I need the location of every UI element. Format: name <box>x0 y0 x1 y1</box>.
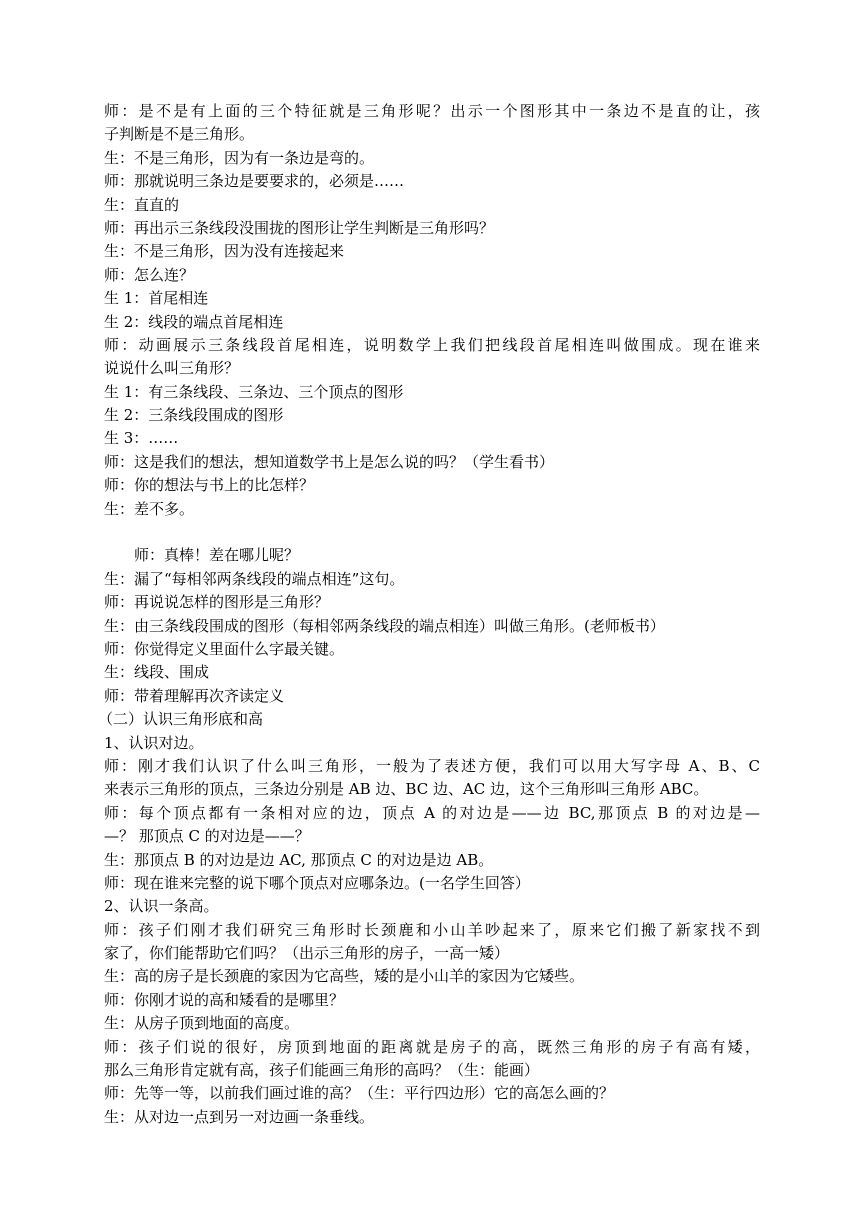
subsection-heading: 2、认识一条高。 <box>104 897 219 916</box>
text-line: 师：你的想法与书上的比怎样？ <box>104 476 315 495</box>
subsection-heading: 1、认识对边。 <box>104 733 204 752</box>
document-page <box>98 100 760 1129</box>
text-line: 师：带着理解再次齐读定义 <box>104 686 285 705</box>
text-line: 师：再说说怎样的图形是三角形？ <box>104 593 330 612</box>
text-line: 师：每个顶点都有一条相对应的边，顶点 A 的对边是——边 BC,那顶点 B 的对边是— <box>104 803 760 822</box>
text-line: 说说什么叫三角形？ <box>104 359 240 378</box>
text-line: 子判断是不是三角形。 <box>104 125 255 144</box>
text-line: 来表示三角形的顶点，三条边分别是 AB 边、BC 边、AC 边，这个三角形叫三角形 ABC。 <box>104 780 709 799</box>
text-line: 师：再出示三条线段没围拢的图形让学生判断是三角形吗？ <box>104 218 495 237</box>
text-line: 师：怎么连？ <box>104 265 195 284</box>
text-line: 生：不是三角形，因为没有连接起来 <box>104 242 345 261</box>
text-line: 生 2：三条线段围成的图形 <box>104 406 284 425</box>
text-line: 那么三角形肯定就有高，孩子们能画三角形的高吗？（生：能画） <box>104 1061 540 1080</box>
text-line: 生：线段、围成 <box>104 663 210 682</box>
text-line: 师：现在谁来完整的说下哪个顶点对应哪条边。(一名学生回答） <box>104 873 530 892</box>
text-line: 生：漏了“每相邻两条线段的端点相连”这句。 <box>104 569 405 588</box>
text-line: 生 1：有三条线段、三条边、三个顶点的图形 <box>104 382 404 401</box>
text-line: 师：这是我们的想法，想知道数学书上是怎么说的吗？（学生看书） <box>104 452 555 471</box>
text-line: 生 2：线段的端点首尾相连 <box>104 312 284 331</box>
text-line: 生：差不多。 <box>104 499 195 518</box>
blank-line <box>104 521 760 544</box>
text-line: 生 1：首尾相连 <box>104 289 209 308</box>
text-line: 生 3：…… <box>104 429 179 448</box>
text-line: 师：动画展示三条线段首尾相连，说明数学上我们把线段首尾相连叫做围成。现在谁来 <box>104 335 760 354</box>
text-line: 生：那顶点 B 的对边是边 AC, 那顶点 C 的对边是边 AB。 <box>104 850 494 869</box>
text-line: 师：孩子们说的很好，房顶到地面的距离就是房子的高，既然三角形的房子有高有矮， <box>104 1037 760 1056</box>
text-line: 师：孩子们刚才我们研究三角形时长颈鹿和小山羊吵起来了，原来它们搬了新家找不到 <box>104 920 760 939</box>
section-heading: （二）认识三角形底和高 <box>98 710 264 729</box>
text-line: 师：你觉得定义里面什么字最关键。 <box>104 639 345 658</box>
text-line: 师：先等一等，以前我们画过谁的高？（生：平行四边形）它的高怎么画的？ <box>104 1084 615 1103</box>
text-line: 师：是不是有上面的三个特征就是三角形呢？出示一个图形其中一条边不是直的让，孩 <box>104 102 760 120</box>
text-line: 家了，你们能帮助它们吗？（出示三角形的房子，一高一矮） <box>104 944 510 963</box>
text-line: 生：直直的 <box>104 195 180 214</box>
text-line: 师：你刚才说的高和矮看的是哪里？ <box>104 990 345 1009</box>
text-line: 生：高的房子是长颈鹿的家因为它高些，矮的是小山羊的家因为它矮些。 <box>104 967 585 986</box>
text-line: 师：刚才我们认识了什么叫三角形，一般为了表述方便，我们可以用大写字母 A、B、C <box>104 756 760 775</box>
text-line: 生：从对边一点到另一对边画一条垂线。 <box>104 1107 375 1126</box>
text-line: 生：不是三角形，因为有一条边是弯的。 <box>104 148 375 167</box>
text-line: 生：由三条线段围成的图形（每相邻两条线段的端点相连）叫做三角形。(老师板书） <box>104 616 665 635</box>
text-line: 师：真棒！差在哪儿呢？ <box>134 546 300 565</box>
text-line: —？ 那顶点 C 的对边是——？ <box>104 827 310 846</box>
text-line: 生：从房子顶到地面的高度。 <box>104 1014 300 1033</box>
text-line: 师：那就说明三条边是要要求的，必须是…… <box>104 172 405 191</box>
